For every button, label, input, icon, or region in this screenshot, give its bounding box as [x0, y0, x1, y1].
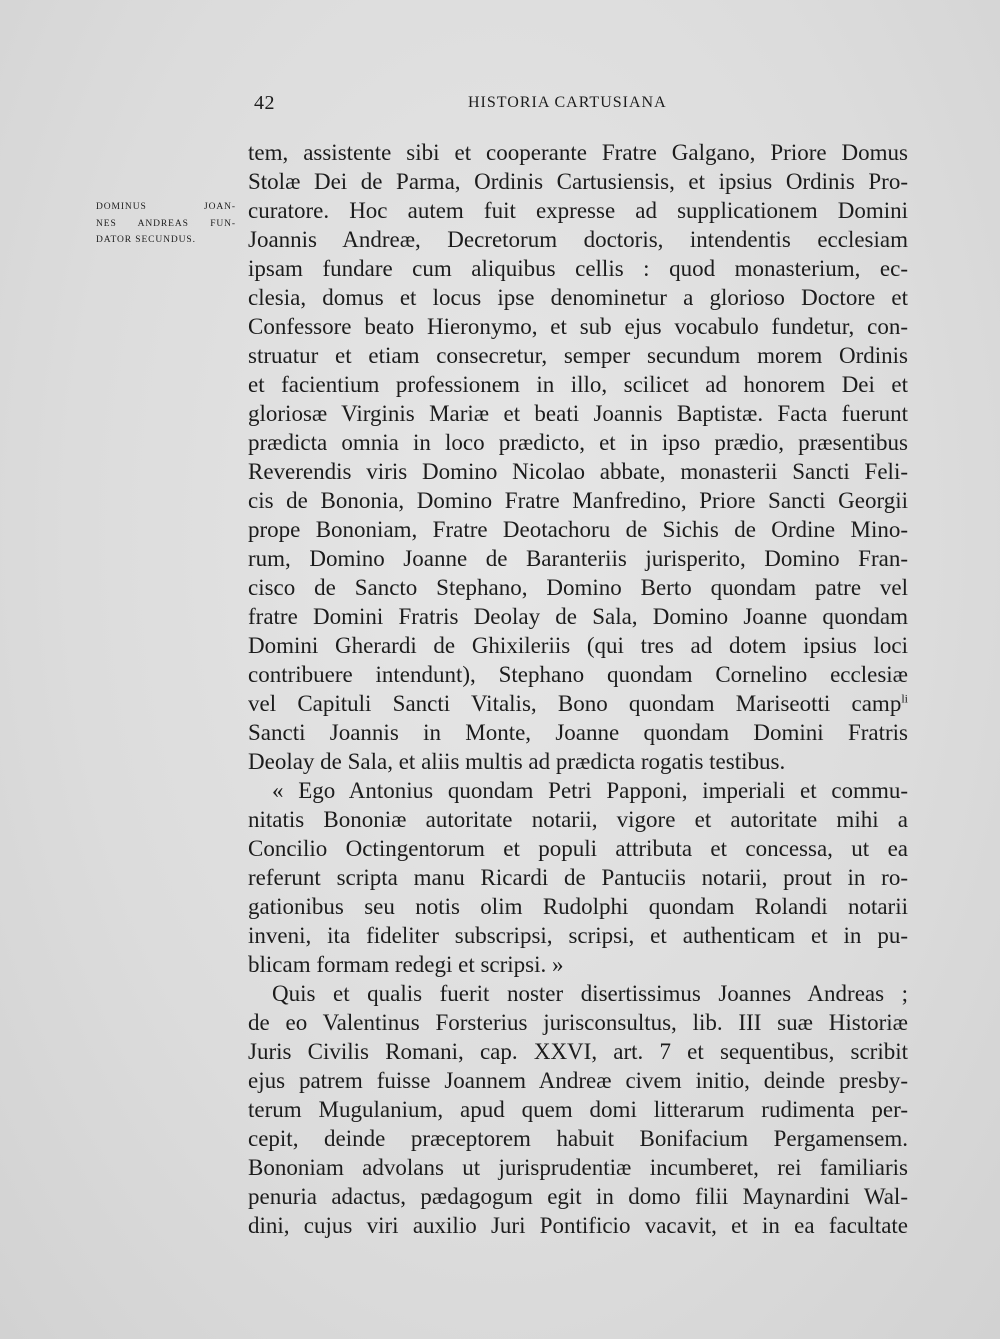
text-line: contribuere intendunt), Stephano quondam Cornelino ecclesiæ	[248, 662, 908, 687]
running-title: HISTORIA CARTUSIANA	[468, 94, 667, 111]
text-line: prope Bononiam, Fratre Deotachoru de Sichis de Ordine Mino-	[248, 517, 908, 542]
margin-note	[96, 199, 236, 249]
text-line: nitatis Bononiæ autoritate notarii, vigore et autoritate mihi a	[248, 807, 908, 832]
running-head	[254, 92, 906, 116]
text-line: referunt scripta manu Ricardi de Pantuciis notarii, prout in ro-	[248, 865, 908, 890]
text-line: ipsam fundare cum aliquibus cellis : quod monasterium, ec-	[248, 256, 908, 281]
text-line: terum Mugulanium, apud quem domi litterarum rudimenta per-	[248, 1097, 908, 1122]
text-line: Domini Gherardi de Ghixileriis (qui tres ad dotem ipsius loci	[248, 633, 908, 658]
text-line: dini, cujus viri auxilio Juri Pontificio vacavit, et in ea facultate	[248, 1213, 908, 1238]
text-line: « Ego Antonius quondam Petri Papponi, imperiali et commu-	[272, 778, 908, 803]
text-line: rum, Domino Joanne de Baranteriis jurisperito, Domino Fran-	[248, 546, 908, 571]
margin-note-line: NES ANDREAS FUN-	[96, 218, 236, 229]
text-line: Stolæ Dei de Parma, Ordinis Cartusiensis, et ipsius Ordinis Pro-	[248, 169, 908, 194]
text-line: penuria adactus, pædagogum egit in domo filii Maynardini Wal-	[248, 1184, 908, 1209]
text-line: Quis et qualis fuerit noster disertissimus Joannes Andreas ;	[272, 981, 908, 1006]
text-line: Deolay de Sala, et aliis multis ad prædicta rogatis testibus.	[248, 749, 786, 774]
text-line: gloriosæ Virginis Mariæ et beati Joannis Baptistæ. Facta fuerunt	[248, 401, 908, 426]
margin-note-line: DOMINUS JOAN-	[96, 202, 236, 212]
text-line: cepit, deinde præceptorem habuit Bonifacium Pergamensem.	[248, 1126, 908, 1151]
text-line: cisco de Sancto Stephano, Domino Berto quondam patre vel	[248, 575, 908, 600]
text-line: Joannis Andreæ, Decretorum doctoris, intendentis ecclesiam	[248, 227, 908, 252]
text-line: Confessore beato Hieronymo, et sub ejus vocabulo fundetur, con-	[248, 314, 908, 339]
text-line: et facientium professionem in illo, scilicet ad honorem Dei et	[248, 372, 908, 397]
text-line: struatur et etiam consecretur, semper secundum morem Ordinis	[248, 343, 908, 368]
text-line: Sancti Joannis in Monte, Joanne quondam Domini Fratris	[248, 720, 908, 745]
text-line: fratre Domini Fratris Deolay de Sala, Domino Joanne quondam	[248, 604, 908, 629]
text-line: inveni, ita fideliter subscripsi, scripsi, et authenticam et in pu-	[248, 923, 908, 948]
text-line: prædicta omnia in loco prædicto, et in ipso prædio, præsentibus	[248, 430, 908, 455]
margin-note-line: DATOR SECUNDUS.	[96, 235, 196, 245]
text-line: gationibus seu notis olim Rudolphi quondam Rolandi notarii	[248, 894, 908, 919]
text-line: Concilio Octingentorum et populi attributa et concessa, ut ea	[248, 836, 908, 861]
page-number: 42	[254, 92, 275, 114]
body-text	[248, 138, 908, 1240]
text-line: cis de Bononia, Domino Fratre Manfredino, Priore Sancti Georgii	[248, 488, 908, 513]
text-line: tem, assistente sibi et cooperante Fratre Galgano, Priore Domus	[248, 140, 908, 165]
text-line: Juris Civilis Romani, cap. XXVI, art. 7 et sequentibus, scribit	[248, 1039, 908, 1064]
text-line: curatore. Hoc autem fuit expresse ad supplicationem Domini	[248, 198, 908, 223]
text-line: Bononiam advolans ut jurisprudentiæ incumberet, rei familiaris	[248, 1155, 908, 1180]
superscript-li: li	[901, 691, 908, 706]
text-line-part: vel Capituli Sancti Vitalis, Bono quondam Mariseotti camp	[248, 691, 902, 716]
text-line: ejus patrem fuisse Joannem Andreæ civem initio, deinde presby-	[248, 1068, 908, 1093]
text-line: clesia, domus et locus ipse denominetur a glorioso Doctore et	[248, 285, 908, 310]
text-line: Reverendis viris Domino Nicolao abbate, monasterii Sancti Feli-	[248, 459, 908, 484]
text-line-with-superscript	[248, 689, 908, 718]
text-line: blicam formam redegi et scripsi. »	[248, 952, 564, 977]
text-line: de eo Valentinus Forsterius jurisconsultus, lib. III suæ Historiæ	[248, 1010, 908, 1035]
